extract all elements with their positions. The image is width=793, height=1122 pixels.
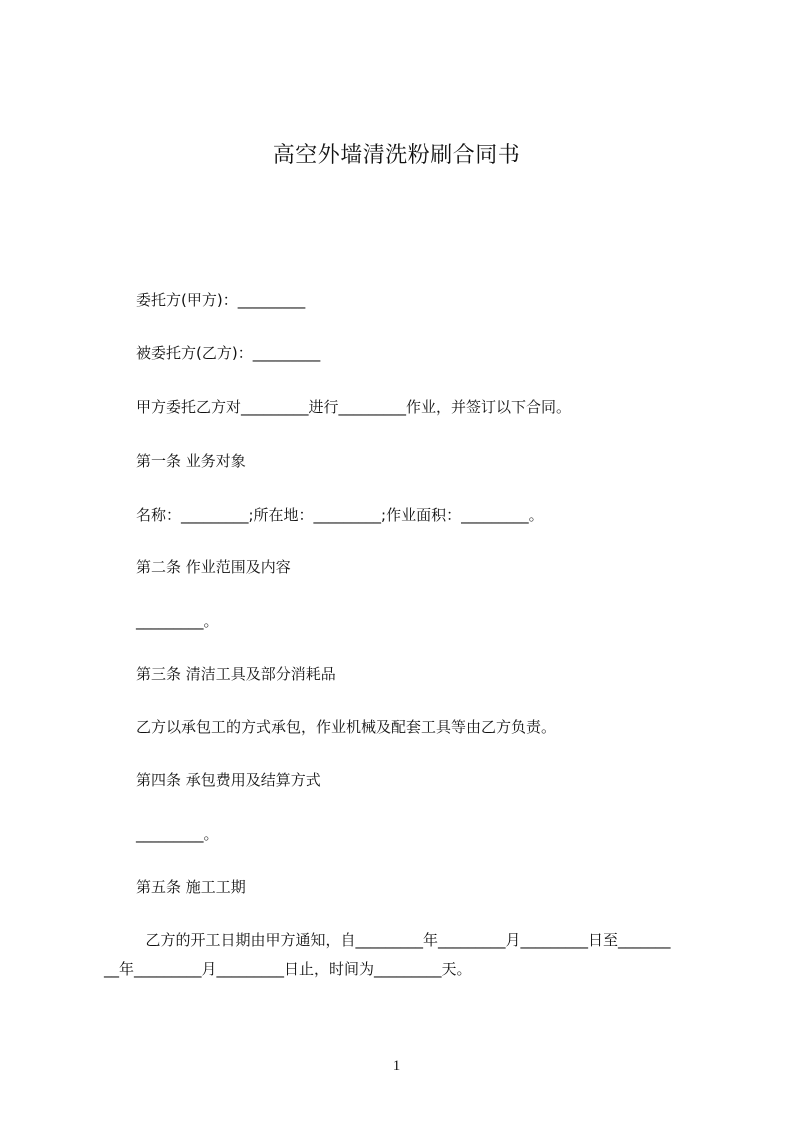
article-2-body: _________。 [136,612,219,630]
article-5-body-line-2: __年_________月_________日止，时间为_________天。 [104,960,472,978]
article-3-heading: 第三条 清洁工具及部分消耗品 [136,665,336,683]
page-number: 1 [392,1058,401,1074]
party-b-line: 被委托方(乙方)：_________ [136,344,321,362]
article-5-body-line-1: 乙方的开工日期由甲方通知，自_________年_________月_________日至_______ [136,931,671,949]
article-4-body: _________。 [136,825,219,843]
document-title: 高空外墙清洗粉刷合同书 [272,143,521,168]
party-a-line: 委托方(甲方)：_________ [136,291,306,309]
article-2-heading: 第二条 作业范围及内容 [136,558,291,576]
article-3-body: 乙方以承包工的方式承包，作业机械及配套工具等由乙方负责。 [136,718,557,736]
article-5-heading: 第五条 施工工期 [136,878,246,896]
article-4-heading: 第四条 承包费用及结算方式 [136,771,321,789]
intro-paragraph: 甲方委托乙方对_________进行_________作业，并签订以下合同。 [136,398,572,416]
article-1-body: 名称：_________;所在地：_________;作业面积：_________。 [136,506,544,524]
article-1-heading: 第一条 业务对象 [136,452,246,470]
